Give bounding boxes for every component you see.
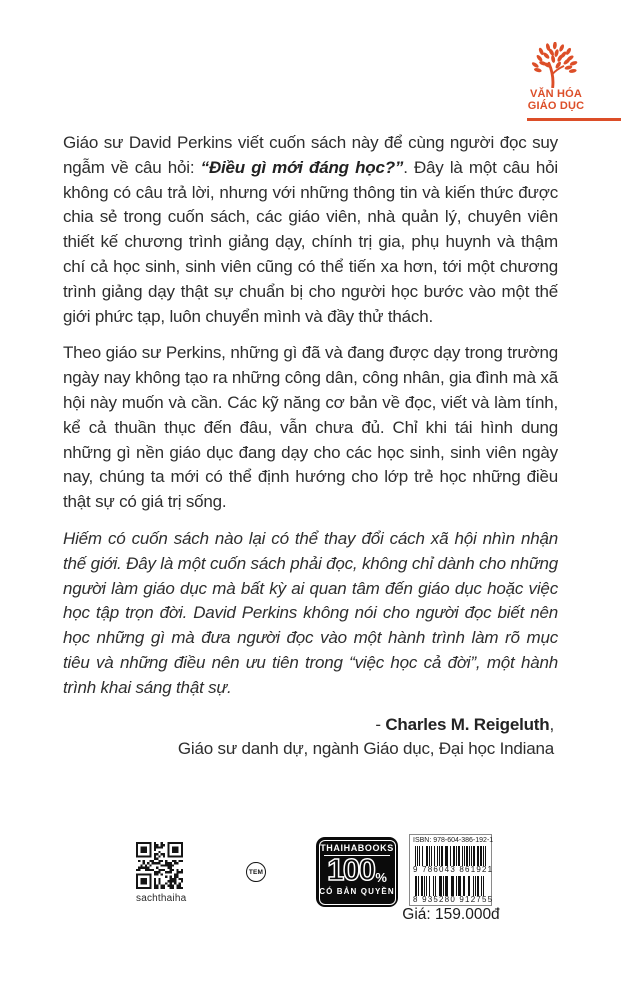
publisher-logo <box>527 42 621 121</box>
price-label: Giá: 159.000đ <box>402 906 500 923</box>
paragraph-1 <box>63 131 558 329</box>
attribution-title: Giáo sư danh dự, ngành Giáo dục, Đại học Indiana <box>177 739 554 759</box>
attribution-name: Charles M. Reigeluth <box>385 714 550 734</box>
paragraph-1-lead: Giáo sư David Perkins viết cuốn sách này để cùng người đọc suy ngẫm về câu hỏi: <box>63 133 558 177</box>
license-percent <box>327 852 387 887</box>
barcode-digits-bottom: 8 935280 912755 <box>413 894 494 904</box>
qr-block <box>136 842 187 904</box>
barcode-bottom-icon <box>415 876 486 896</box>
qr-label: sachthaiha <box>136 893 187 904</box>
paragraph-2: Theo giáo sư Perkins, những gì đã và đang được dạy trong trường ngày nay không tạo ra những công dân, công nhân, gia đình mà xã hội này muốn và cần. Các kỹ năng cơ bản về đọc, viết và làm tính, kể cả thuần thục đến đâu, vẫn chưa đủ. Chỉ khi tái hình dung những gì nền giáo dục đang dạy cho các học sinh, sinh viên ngày nay, chúng ta mới có thể định hướng cho lớp trẻ học những điều thật sự có giá trị sống. <box>63 343 558 512</box>
logo-divider-rule <box>527 118 621 121</box>
barcode-block <box>409 834 492 906</box>
quote-attribution <box>63 713 558 763</box>
book-question-emphasis: “Điều gì mới đáng học?” <box>200 157 404 177</box>
license-brand: THAIHABOOKS <box>320 843 394 853</box>
barcode-digits-top: 9 786043 861921 <box>413 865 494 874</box>
attribution-comma: , <box>549 714 554 734</box>
copyright-license-badge <box>316 837 398 907</box>
isbn-text: ISBN: 978-604-386-192-1 <box>413 837 494 844</box>
back-cover-copy <box>63 131 558 762</box>
license-caption: CÓ BẢN QUYỀN <box>319 887 395 896</box>
attribution-dash: - <box>375 714 386 734</box>
tem-stamp-label: TEM <box>248 868 264 876</box>
tem-stamp <box>246 862 266 882</box>
percent-sign: % <box>375 870 387 885</box>
publisher-name-line2: GIÁO DỤC <box>527 99 585 112</box>
paragraph-1-rest: . Đây là một câu hỏi không có câu trả lời, nhưng với những thông tin và kiến thức được chia sẻ trong cuốn sách, các giáo viên, nhà quản lý, chuyên viên thiết kế chương trình giảng dạy, chính trị gia, phụ huynh và thậm chí cả học sinh, sinh viên cũng có thể tiến xa hơn, tới một chương trình giảng dạy thật sự chuẩn bị cho người học bước vào một thế giới phức tạp, luôn chuyển mình và đầy thử thách. <box>63 157 558 326</box>
tree-icon <box>528 42 580 88</box>
publisher-name <box>527 89 585 112</box>
endorsement-quote: Hiếm có cuốn sách nào lại có thể thay đổi cách xã hội nhìn nhận thế giới. Đây là một cuốn sách phải đọc, không chỉ dành cho những người làm giáo dục mà bất kỳ ai quan tâm đến giáo dục hoặc việc học tập trọn đời. David Perkins không nói cho người đọc biết nên học những gì mà đưa người đọc vào một hành trình làm rõ mục tiêu và những điều nên ưu tiên trong “việc học cả đời”, một hành trình khai sáng thật sự. <box>63 528 558 697</box>
qr-code-icon <box>136 842 183 889</box>
publisher-name-line1: VĂN HÓA <box>529 88 583 100</box>
license-percent-digits: 100 <box>327 852 375 887</box>
attribution-name-line <box>63 713 554 738</box>
barcode-top-icon <box>415 846 486 866</box>
